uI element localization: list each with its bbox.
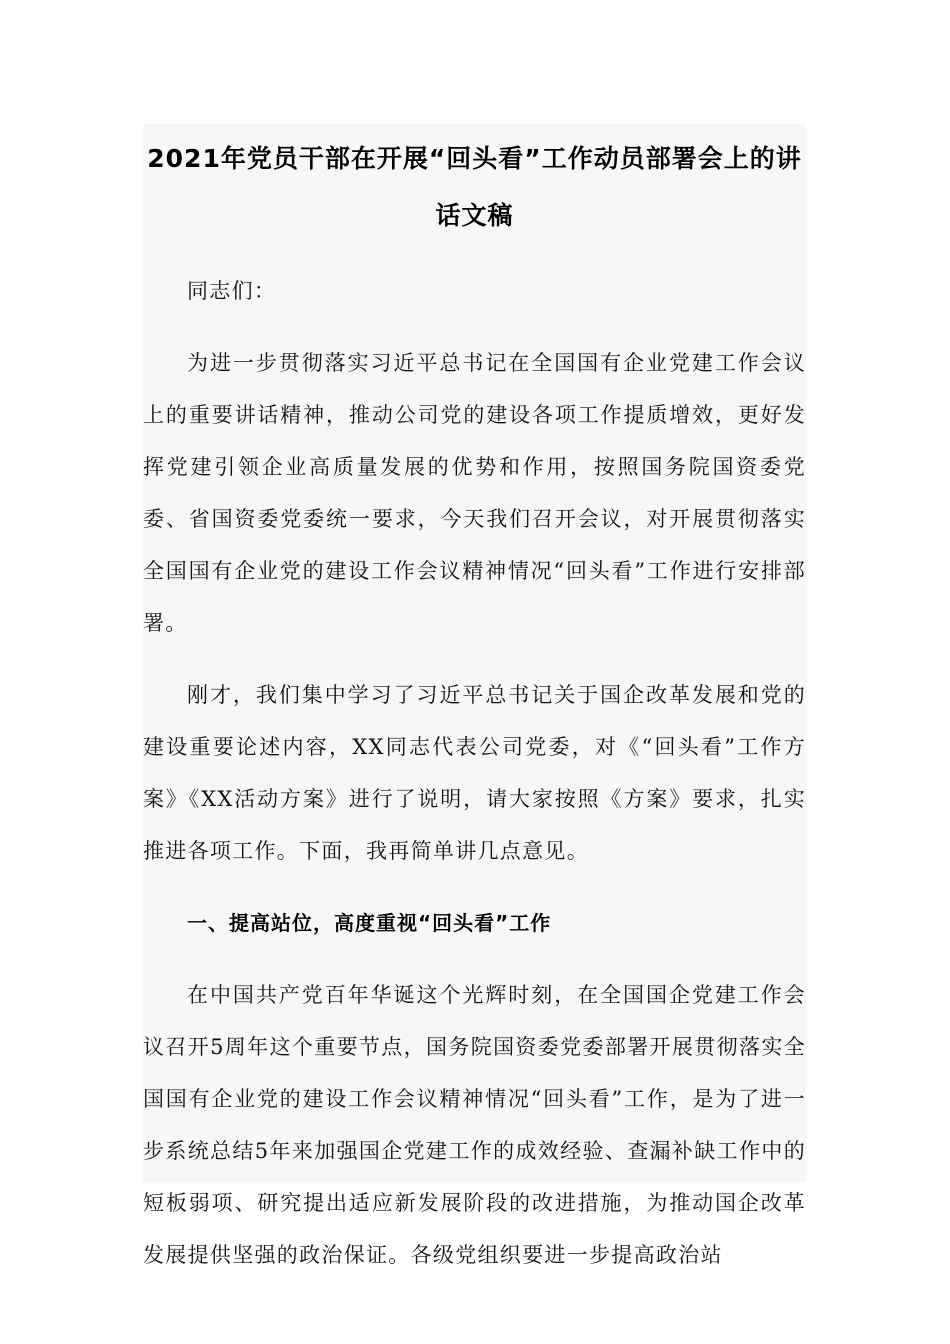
document-page — [143, 124, 806, 1267]
paragraph-summary: 刚才，我们集中学习了习近平总书记关于国企改革发展和党的建设重要论述内容，XX同志代表公司党委，对《“回头看”工作方案》《XX活动方案》进行了说明，请大家按照《方案》要求，扎实推进各项工作。下面，我再简单讲几点意见。 — [143, 683, 806, 863]
section-heading: 一、提高站位，高度重视“回头看”工作 — [187, 911, 552, 935]
paragraph-section-one: 在中国共产党百年华诞这个光辉时刻，在全国国企党建工作会议召开5周年这个重要节点，国务院国资委党委部署开展贯彻落实全国国有企业党的建设工作会议精神情况“回头看”工作，是为了进一步系统总结5年来加强国企党建工作的成效经验、查漏补缺工作中的短板弱项、研究提出适应新发展阶段的改进措施，为推动国企改革发展提供坚强的政治保证。各级党组织要进一步提高政治站 — [143, 983, 806, 1267]
salutation: 同志们： — [187, 279, 277, 303]
document-title: 2021年党员干部在开展“回头看”工作动员部署会上的讲话文稿 — [147, 144, 802, 230]
paragraph-intro: 为进一步贯彻落实习近平总书记在全国国有企业党建工作会议上的重要讲话精神，推动公司党的建设各项工作提质增效，更好发挥党建引领企业高质量发展的优势和作用，按照国务院国资委党委、省国资委党委统一要求，今天我们召开会议，对开展贯彻落实全国国有企业党的建设工作会议精神情况“回头看”工作进行安排部署。 — [143, 351, 806, 635]
